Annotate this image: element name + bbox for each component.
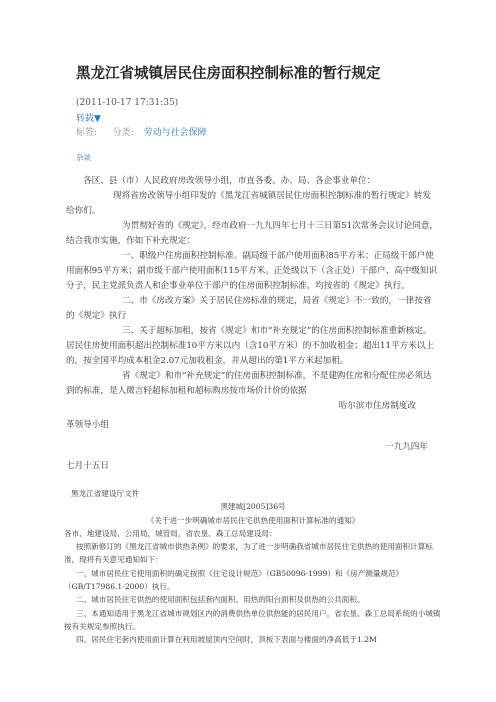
paragraph: 二、城市居民住宅供热的使用面积包括套内面积、用热的阳台面积及供热的公共面积。 <box>76 595 365 605</box>
paragraph: 一、职级户住房面积控制标准。副局级干部户使用面积85平方米；正局级干部户使用面积95平方米；副市级干部户使用面积115平方米。正处级以下（含正处）干部户、高中级知识分子，民主党派负责人和企事业单位干部户的住房面积控制标准，均按省的《规定》执行。 <box>66 251 438 291</box>
article-title: 黑龙江省城镇居民住房面积控制标准的暂行规定 <box>76 65 381 82</box>
paragraph: 一、城市居民住宅使用面积的确定按照《住宅设计规范》（GB50096-1999）和《房产测量规范》（GB/T17986.1-2000）执行。 <box>64 568 404 592</box>
paragraph: 各区、县（市）人民政府房改领导小组，市直各委、办、局、各企事业单位： <box>83 176 376 186</box>
paragraph: 三、关于超标加租，按省《规定》和市“补充规定”的住房面积控制标准重新核定。居民住房使用面积超出控制标准10平方米以内（含10平方米）的不加收租金；超出11平方米以上的，按全国平均成本租金2.07元加收租金，并从超出的第1平方米起加租。 <box>66 326 434 366</box>
notice-2-body <box>64 487 442 647</box>
category-label: 分类: <box>112 128 134 138</box>
tags-label: 标签: <box>76 128 98 138</box>
paragraph: 省《规定》和市“补充规定”的住房面积控制标准，不是建购住房和分配住房必须达到的标准，是人微言轻超标加租和超标购房按市场价计价的依据 <box>66 371 432 396</box>
signature-date-line: 七月十五日 <box>66 461 109 471</box>
paragraph: 二、市《房改方案》关于居民住房标准的规定，局省《规定》不一致的，一律按省的《规定》执行 <box>66 296 432 321</box>
paragraph: 为贯彻好省的《规定》，经市政府一九九四年七月十三日第51次常务会议讨论同意，结合我市实施，作如下补充规定： <box>66 221 439 246</box>
issuer-line: 黑龙江省建设厅文件 <box>71 489 140 498</box>
paragraph: 现将省房改领导小组印发的《黑龙江省城镇居民住房面积控制标准的暂行规定》转发给你们。 <box>66 191 431 216</box>
signature-organization <box>66 397 438 435</box>
document-subject: 《关于进一步明确城市居民住宅供热使用面积计算标准的通知》 <box>146 515 360 525</box>
signature-org-line: 革领导小组 <box>66 420 109 430</box>
addressees: 各市、地建设局、公用局，城管局，省农垦、森工总局建设局： <box>64 528 277 538</box>
paragraph: 三、本通知适用于黑龙江省城市规划区内的消费供热单位供热能的居民用户。省农垦、森工总局系统的小城镇按有关规定参照执行。 <box>64 608 441 631</box>
signature-org-line: 哈尔滨市住房制度改 <box>338 401 416 411</box>
notice-1-body <box>66 174 438 399</box>
document-number: 黑建城[2005]36号 <box>220 502 286 512</box>
signature-date-line: 一九九四年 <box>385 442 428 452</box>
category-link[interactable]: 劳动与社会保障 <box>143 128 207 138</box>
signature-date <box>66 438 438 476</box>
paragraph: 四、居民住宅套内使用面计算在利用坡屋顶内空间时，顶板下表面与楼面的净高低于1.2M <box>76 635 377 645</box>
repost-link[interactable]: 转载▼ <box>76 114 101 124</box>
tag-line <box>76 125 207 138</box>
misc-tag-link[interactable]: 杂谈 <box>76 153 91 162</box>
post-date: (2011-10-17 17:31:35) <box>76 98 179 108</box>
paragraph: 按照新修订的《黑龙江省城市供热条例》的要求，为了进一步明确我省城市居民住宅供热的使用面积计算标准，现将有关意见通知如下： <box>64 542 433 565</box>
